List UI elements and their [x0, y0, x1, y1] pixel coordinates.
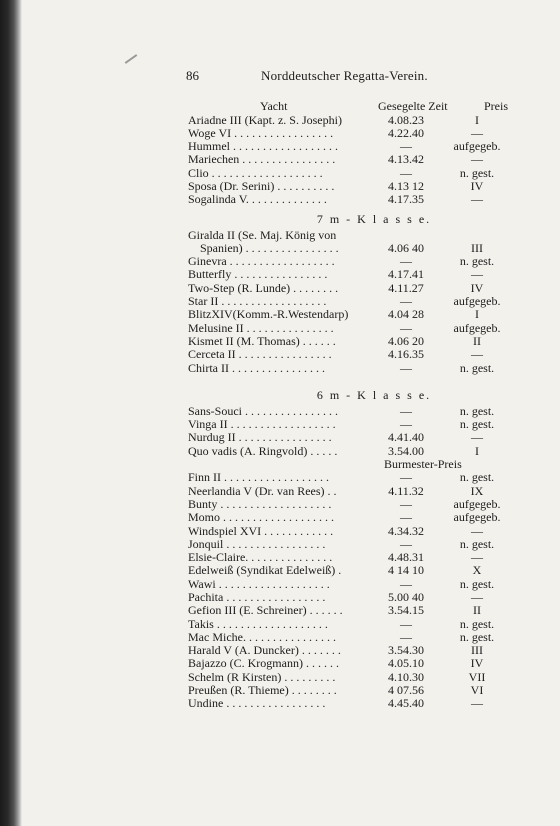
table-row: [188, 255, 520, 268]
sailed-time: —: [400, 417, 412, 432]
prize-result: aufgegeb.: [453, 320, 501, 335]
table-row: [188, 618, 520, 631]
sailed-time: 3.54.30: [388, 643, 424, 658]
sailed-time: 4.06 40: [388, 240, 424, 255]
yacht-name: Edelweiß (Syndikat Edelweiß) .: [188, 563, 342, 578]
prize-result: IX: [470, 483, 484, 498]
prize-result: III: [471, 643, 483, 658]
prize-result: —: [471, 152, 483, 167]
table-row: [188, 671, 520, 684]
yacht-name: Quo vadis (A. Ringvold) . . . . .: [188, 443, 338, 458]
yacht-name: Gefion III (E. Schreiner) . . . . . .: [188, 603, 343, 618]
prize-result: I: [475, 112, 479, 127]
sailed-time: 3.54.00: [388, 443, 424, 458]
yacht-name: Preußen (R. Thieme) . . . . . . . .: [188, 683, 337, 698]
yacht-name: Sans-Souci . . . . . . . . . . . . . . . .: [188, 403, 338, 418]
table-row: [188, 657, 520, 670]
book-binding-edge: [0, 0, 22, 826]
table-row: [188, 322, 520, 335]
prize-result: IV: [470, 178, 484, 193]
table-row: [188, 127, 520, 140]
table-row: [188, 471, 520, 484]
sailed-time: —: [400, 536, 412, 551]
prize-result: —: [471, 125, 483, 140]
prize-result: IV: [470, 280, 484, 295]
prize-result: n. gest.: [459, 360, 495, 375]
table-row: [188, 551, 520, 564]
results-table: [188, 100, 520, 711]
sailed-time: 4.16.35: [388, 347, 424, 362]
prize-result: —: [471, 347, 483, 362]
yacht-name: Undine . . . . . . . . . . . . . . . . .: [188, 696, 326, 711]
sailed-time: 4.34.32: [388, 523, 424, 538]
yacht-name: Woge VI . . . . . . . . . . . . . . . . .: [188, 125, 334, 140]
prize-result: II: [473, 333, 481, 348]
sailed-time: —: [400, 403, 412, 418]
results-group-1: [188, 114, 520, 207]
prize-result: —: [471, 267, 483, 282]
yacht-name: Windspiel XVI . . . . . . . . . . . .: [188, 523, 334, 538]
sailed-time: 4.10.30: [388, 669, 424, 684]
table-row: [188, 308, 520, 321]
yacht-name: Jonquil . . . . . . . . . . . . . . . . .: [188, 536, 326, 551]
sailed-time: —: [400, 360, 412, 375]
yacht-name: Mac Miche. . . . . . . . . . . . . . . .: [188, 629, 336, 644]
table-row: [188, 485, 520, 498]
prize-result: VI: [470, 683, 484, 698]
prize-result: n. gest.: [459, 629, 495, 644]
prize-result: aufgegeb.: [453, 139, 501, 154]
table-row: [188, 362, 520, 375]
table-row: [188, 431, 520, 444]
table-row: [188, 631, 520, 644]
sailed-time: 4.11.27: [388, 280, 424, 295]
column-header-time: Gesegelte Zeit: [378, 99, 448, 113]
yacht-name: Bajazzo (C. Krogmann) . . . . . .: [188, 656, 339, 671]
table-row: [188, 229, 520, 242]
sailed-time: 4.11.32: [388, 483, 424, 498]
sailed-time: 4.06 20: [388, 333, 424, 348]
yacht-name: Sposa (Dr. Serini) . . . . . . . . . .: [188, 178, 335, 193]
section-heading-7m: 7 m - K l a s s e.: [316, 211, 432, 226]
table-row: [188, 604, 520, 617]
sailed-time: 4.13 12: [388, 178, 424, 193]
sailed-time: —: [400, 470, 412, 485]
yacht-name: Momo . . . . . . . . . . . . . . . . . . .: [188, 510, 335, 525]
table-row: [188, 193, 520, 206]
table-row: [188, 578, 520, 591]
table-row: [188, 180, 520, 193]
yacht-name: Neerlandia V (Dr. van Rees) . .: [188, 483, 337, 498]
sailed-time: —: [400, 320, 412, 335]
table-row: [188, 140, 520, 153]
results-group-6m-b: [188, 471, 520, 710]
table-row: [188, 418, 520, 431]
yacht-name: Hummel . . . . . . . . . . . . . . . . . .: [188, 139, 338, 154]
prize-result: —: [471, 550, 483, 565]
table-row: [188, 591, 520, 604]
yacht-name: Ginevra . . . . . . . . . . . . . . . . . .: [188, 254, 335, 269]
burmester-prize-note: [188, 458, 520, 471]
yacht-name: Melusine II . . . . . . . . . . . . . . .: [188, 320, 334, 335]
prize-result: n. gest.: [459, 536, 495, 551]
sailed-time: 4.17.35: [388, 192, 424, 207]
sailed-time: —: [400, 496, 412, 511]
prize-result: n. gest.: [459, 470, 495, 485]
yacht-name: Star II . . . . . . . . . . . . . . . . . .: [188, 294, 327, 309]
yacht-name: Spanien) . . . . . . . . . . . . . . . .: [200, 240, 339, 255]
sailed-time: 4.08.23: [388, 112, 424, 127]
column-header-yacht: Yacht: [260, 99, 288, 113]
yacht-name: Harald V (A. Duncker) . . . . . . .: [188, 643, 341, 658]
prize-result: I: [475, 307, 479, 322]
yacht-name: BlitzXIV(Komm.-R.Westendarp): [188, 307, 349, 322]
sailed-time: 4.48.31: [388, 550, 424, 565]
prize-result: —: [471, 590, 483, 604]
sailed-time: —: [400, 510, 412, 525]
sailed-time: 5.00 40: [388, 590, 424, 604]
sailed-time: 4.22.40: [388, 125, 424, 140]
sailed-time: 4.45.40: [388, 696, 424, 711]
yacht-name: Bunty . . . . . . . . . . . . . . . . . . .: [188, 496, 332, 511]
page-number: 86: [186, 68, 199, 83]
column-header-prize: Preis: [484, 99, 508, 113]
sailed-time: 4 07.56: [388, 683, 424, 698]
table-row: [188, 498, 520, 511]
column-headers: [188, 100, 520, 114]
yacht-name: Finn II . . . . . . . . . . . . . . . . . .: [188, 470, 329, 485]
table-row: [188, 697, 520, 710]
table-row: [188, 242, 520, 255]
prize-result: aufgegeb.: [453, 294, 501, 309]
prize-result: —: [471, 523, 483, 538]
prize-result: n. gest.: [459, 417, 495, 432]
prize-result: III: [471, 240, 483, 255]
results-group-6m-a: [188, 405, 520, 458]
yacht-name: Wawi . . . . . . . . . . . . . . . . . . .: [188, 576, 330, 591]
section-heading-6m: 6 m - K l a s s e.: [316, 387, 432, 402]
table-row: [188, 153, 520, 166]
table-row: [188, 445, 520, 458]
prize-result: —: [471, 192, 483, 207]
sailed-time: 4.04 28: [388, 307, 424, 322]
yacht-name: Butterfly . . . . . . . . . . . . . . . .: [188, 267, 328, 282]
prize-result: n. gest.: [459, 254, 495, 269]
prize-result: n. gest.: [459, 576, 495, 591]
table-row: [188, 335, 520, 348]
yacht-name: Takis . . . . . . . . . . . . . . . . . . .: [188, 616, 328, 631]
burmester-prize-label: Burmester-Preis: [384, 457, 462, 472]
sailed-time: —: [400, 616, 412, 631]
yacht-name: Two-Step (R. Lunde) . . . . . . . .: [188, 280, 339, 295]
table-row: [188, 511, 520, 524]
table-row: [188, 348, 520, 361]
table-row: [188, 268, 520, 281]
sailed-time: —: [400, 576, 412, 591]
table-row: [188, 295, 520, 308]
sailed-time: 4.05.10: [388, 656, 424, 671]
prize-result: n. gest.: [459, 616, 495, 631]
prize-result: aufgegeb.: [453, 496, 501, 511]
sailed-time: 4.13.42: [388, 152, 424, 167]
table-row: [188, 564, 520, 577]
table-row: [188, 525, 520, 538]
prize-result: II: [473, 603, 481, 618]
yacht-name: Nurdug II . . . . . . . . . . . . . . . .: [188, 430, 332, 445]
table-row: [188, 684, 520, 697]
prize-result: —: [471, 696, 483, 711]
prize-result: IV: [470, 656, 484, 671]
yacht-name: Vinga II . . . . . . . . . . . . . . . . . .: [188, 417, 336, 432]
sailed-time: 4.17.41: [388, 267, 424, 282]
yacht-name: Sogalinda V. . . . . . . . . . . . . .: [188, 192, 327, 207]
sailed-time: —: [400, 294, 412, 309]
page-header: [0, 68, 560, 86]
sailed-time: —: [400, 165, 412, 180]
sailed-time: 4.41.40: [388, 430, 424, 445]
yacht-name: Mariechen . . . . . . . . . . . . . . . .: [188, 152, 336, 167]
yacht-name: Elsie-Claire. . . . . . . . . . . . . . .: [188, 550, 333, 565]
yacht-name: Pachita . . . . . . . . . . . . . . . . .: [188, 590, 326, 604]
yacht-name: Giralda II (Se. Maj. König von: [188, 227, 337, 242]
yacht-name: Schelm (R Kirsten) . . . . . . . . .: [188, 669, 336, 684]
sailed-time: —: [400, 139, 412, 154]
prize-result: n. gest.: [459, 165, 495, 180]
prize-result: I: [475, 443, 479, 458]
prize-result: —: [471, 430, 483, 445]
table-row: [188, 405, 520, 418]
table-row: [188, 282, 520, 295]
prize-result: X: [472, 563, 482, 578]
prize-result: n. gest.: [459, 403, 495, 418]
table-row: [188, 114, 520, 127]
sailed-time: —: [400, 629, 412, 644]
sailed-time: —: [400, 254, 412, 269]
yacht-name: Cerceta II . . . . . . . . . . . . . . . .: [188, 347, 332, 362]
table-row: [188, 538, 520, 551]
sailed-time: 4 14 10: [388, 563, 424, 578]
yacht-name: Chirta II . . . . . . . . . . . . . . . .: [188, 360, 325, 375]
sailed-time: 3.54.15: [388, 603, 424, 618]
prize-result: VII: [468, 669, 486, 684]
running-title: Norddeutscher Regatta-Verein.: [261, 68, 428, 83]
table-row: [188, 167, 520, 180]
yacht-name: Ariadne III (Kapt. z. S. Josephi): [188, 112, 342, 127]
yacht-name: Kismet II (M. Thomas) . . . . . .: [188, 333, 336, 348]
results-group-7m: [188, 229, 520, 375]
yacht-name: Clio . . . . . . . . . . . . . . . . . . .: [188, 165, 323, 180]
table-row: [188, 644, 520, 657]
prize-result: aufgegeb.: [453, 510, 501, 525]
